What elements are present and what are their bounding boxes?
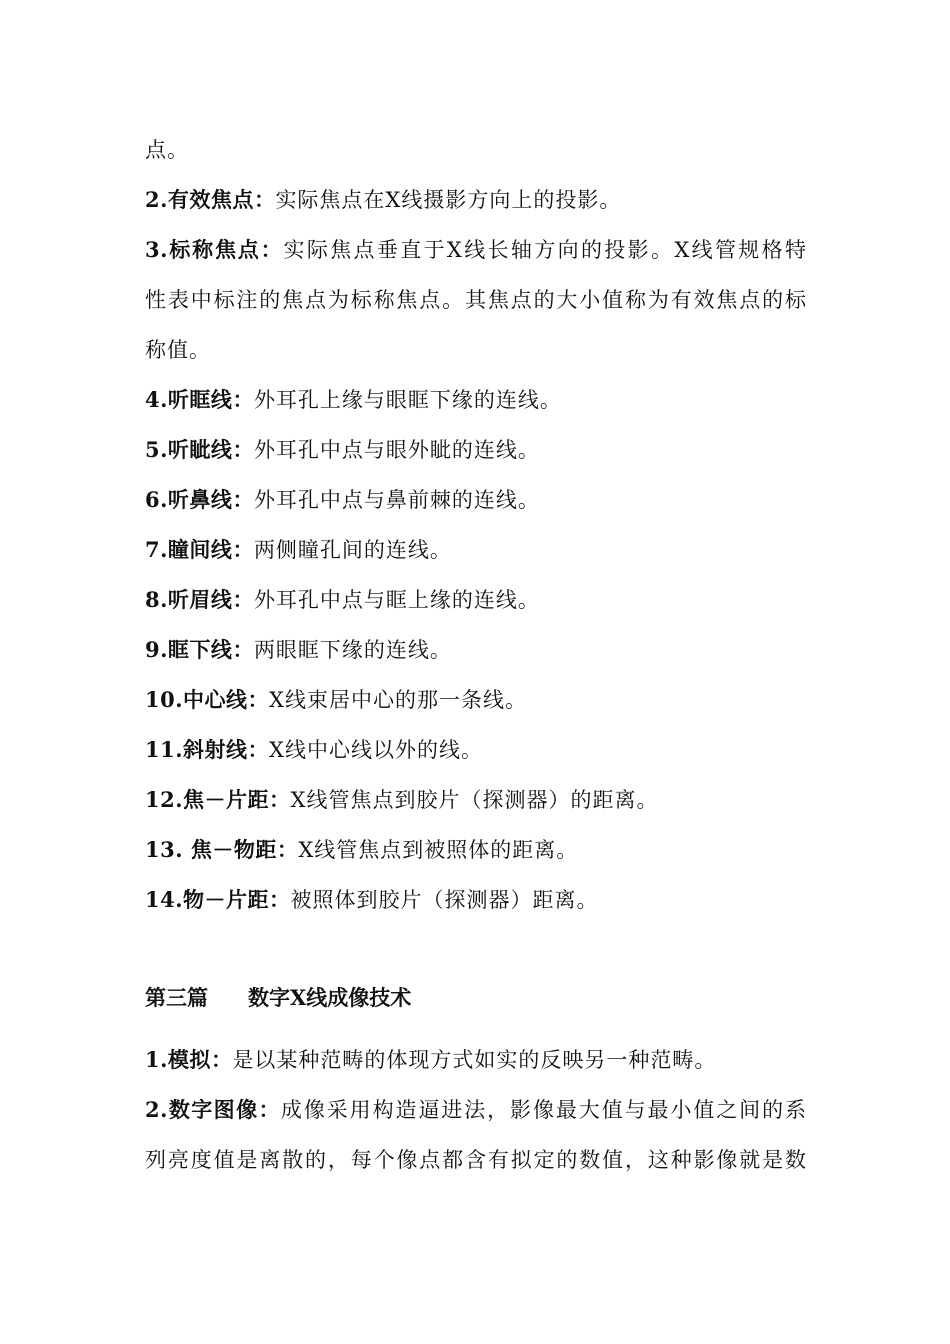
- definition-term: 8.听眉线: [145, 587, 233, 612]
- definition-text: 实际焦点在X线摄影方向上的投影。: [275, 188, 622, 212]
- term-separator: ：: [232, 437, 254, 462]
- definition-line: [145, 785, 659, 815]
- section-part: 第三篇: [145, 985, 208, 1010]
- definition-term: 3.标称焦点: [145, 237, 261, 262]
- definition-term: 6.听鼻线: [145, 487, 233, 512]
- definition-line: [145, 735, 483, 765]
- definition-line: [145, 285, 807, 315]
- term-separator: ：: [269, 787, 291, 812]
- definition-text: 两眼眶下缘的连线。: [253, 638, 452, 662]
- definition-term: 14.物－片距: [145, 887, 270, 912]
- definition-term: 1.模拟: [145, 1047, 211, 1072]
- term-separator: ：: [253, 187, 276, 212]
- definition-term: 2.数字图像: [145, 1097, 259, 1122]
- term-separator: ：: [210, 1047, 233, 1072]
- definition-term: 4.听眶线: [145, 387, 233, 412]
- definition-line: [145, 385, 562, 415]
- definition-text: X线束居中心的那一条线。: [269, 688, 527, 712]
- definition-line: [145, 835, 578, 865]
- definition-line: [145, 1095, 807, 1125]
- definition-line: [145, 1145, 807, 1175]
- definition-line: [145, 685, 527, 715]
- term-separator: ：: [269, 887, 291, 912]
- definition-line: [145, 1045, 716, 1075]
- definition-term: 9.眶下线: [145, 637, 233, 662]
- definition-line: [145, 635, 452, 665]
- term-separator: ：: [247, 687, 270, 712]
- definition-term: 12.焦－片距: [145, 787, 270, 812]
- term-separator: ：: [276, 837, 299, 862]
- definition-line: [145, 485, 540, 515]
- definition-text: 称值。: [145, 338, 211, 362]
- term-separator: ：: [247, 737, 270, 762]
- definition-text: X线中心线以外的线。: [269, 738, 483, 762]
- definition-line: [145, 535, 452, 565]
- term-separator: ：: [260, 237, 284, 262]
- definition-text: 外耳孔中点与眼外眦的连线。: [253, 438, 540, 462]
- definition-text: 实际焦点垂直于X线长轴方向的投影。X线管规格特: [283, 238, 808, 262]
- definition-text: 外耳孔中点与眶上缘的连线。: [253, 588, 540, 612]
- definition-text: 成像采用构造逼进法，影像最大值与最小值之间的系: [280, 1098, 808, 1122]
- definition-line: [145, 335, 211, 365]
- definition-line: [145, 135, 189, 165]
- definition-term: 10.中心线: [145, 687, 248, 712]
- definition-text: X线管焦点到被照体的距离。: [298, 838, 579, 862]
- definition-text: 列亮度值是离散的，每个像点都含有拟定的数值，这种影像就是数: [145, 1148, 807, 1172]
- definition-text: 被照体到胶片（探测器）距离。: [290, 888, 599, 912]
- definition-term: 13. 焦－物距: [145, 837, 277, 862]
- definition-text: 外耳孔中点与鼻前棘的连线。: [253, 488, 540, 512]
- term-separator: ：: [232, 387, 254, 412]
- term-separator: ：: [232, 637, 254, 662]
- term-separator: ：: [258, 1097, 281, 1122]
- definition-line: [145, 435, 540, 465]
- section-heading: [145, 983, 411, 1013]
- definition-text: 两侧瞳孔间的连线。: [253, 538, 452, 562]
- definition-text: 点。: [145, 138, 189, 162]
- section-title: 数字X线成像技术: [248, 985, 412, 1010]
- definition-text: 是以某种范畴的体现方式如实的反映另一种范畴。: [232, 1048, 717, 1072]
- definition-text: X线管焦点到胶片（探测器）的距离。: [290, 788, 659, 812]
- definition-line: [145, 235, 807, 265]
- definition-term: 2.有效焦点: [145, 187, 254, 212]
- definition-line: [145, 185, 621, 215]
- term-separator: ：: [232, 537, 254, 562]
- term-separator: ：: [232, 487, 254, 512]
- definition-term: 5.听眦线: [145, 437, 233, 462]
- definition-term: 7.瞳间线: [145, 537, 233, 562]
- term-separator: ：: [232, 587, 254, 612]
- definition-text: 性表中标注的焦点为标称焦点。其焦点的大小值称为有效焦点的标: [145, 288, 807, 312]
- definition-line: [145, 885, 599, 915]
- definition-term: 11.斜射线: [145, 737, 248, 762]
- definition-text: 外耳孔上缘与眼眶下缘的连线。: [253, 388, 562, 412]
- definition-line: [145, 585, 540, 615]
